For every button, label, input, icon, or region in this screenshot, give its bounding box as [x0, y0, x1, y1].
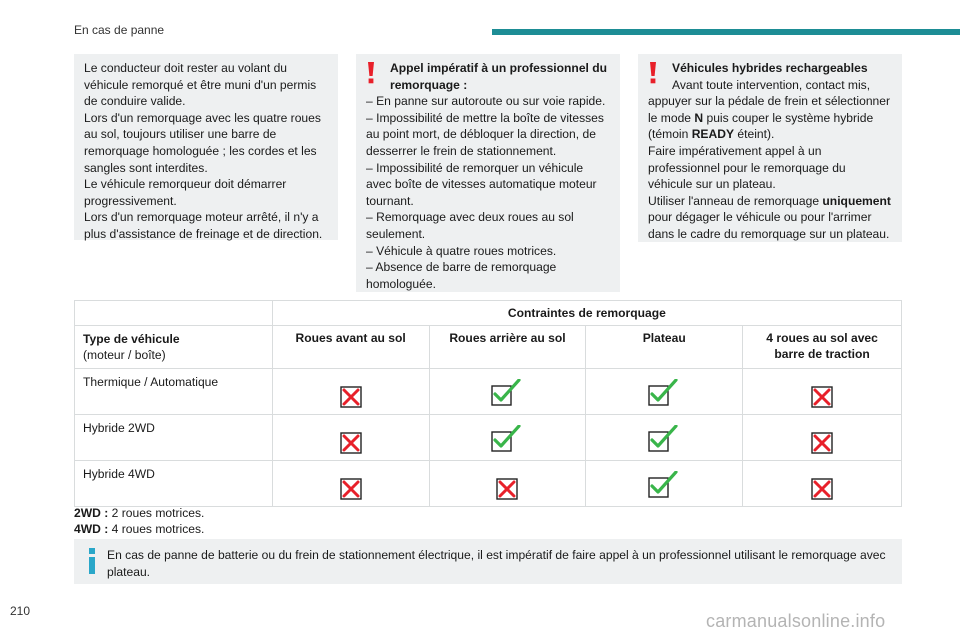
mode-n: N [694, 110, 704, 125]
warning-exclamation-icon [648, 62, 658, 84]
status-cell [586, 415, 743, 461]
box3-paragraph [648, 193, 892, 243]
row-label: Hybride 2WD [75, 415, 273, 461]
cross-icon [811, 386, 833, 408]
status-cell [429, 415, 586, 461]
definition-text: 2 roues motrices. [108, 506, 205, 520]
status-cell [429, 369, 586, 415]
box1-paragraph: Le véhicule remorqueur doit démarrer progressivement. [84, 177, 287, 208]
box2-item: – Véhicule à quatre roues motrices. [366, 243, 557, 258]
info-text: En cas de panne de batterie ou du frein de stationnement électrique, il est impératif de faire appel à un professionnel utilisant le remorquage avec plateau. [107, 548, 886, 579]
table-group-header-row [75, 301, 902, 326]
check-icon [648, 425, 680, 453]
box3-text: pour dégager le véhicule ou pour l'arrimer dans le cadre du remorquage sur un plateau. [648, 210, 890, 241]
towing-constraints-table [74, 300, 902, 507]
box1-paragraph: Le conducteur doit rester au volant du véhicule remorqué et être muni d'un permis de conduire valide. [84, 61, 317, 109]
section-title: En cas de panne [74, 23, 165, 37]
vehicle-type-subtitle: (moteur / boîte) [83, 348, 166, 362]
cross-icon [496, 478, 518, 500]
column-header: Roues arrière au sol [429, 326, 586, 369]
vehicle-type-header [75, 326, 273, 369]
check-icon [491, 379, 523, 407]
row-label: Thermique / Automatique [75, 369, 273, 415]
table-row [75, 461, 902, 507]
cross-icon [340, 432, 362, 454]
box2-item: – Remorquage avec deux roues au sol seulement. [366, 210, 574, 241]
check-icon [491, 425, 523, 453]
table-column-header-row [75, 326, 902, 369]
box2-item: – Impossibilité de remorquer un véhicule avec boîte de vitesses automatique moteur tournant. [366, 160, 597, 208]
box1-paragraph: Lors d'un remorquage avec les quatre roues au sol, toujours utiliser une barre de remorquage homologuée ; les cordes et les sangles sont interdites. [84, 110, 321, 175]
box3-text: puis couper le système hybride (témoin [648, 110, 874, 142]
hybrid-vehicles-warning-box [638, 54, 902, 242]
vehicle-type-title: Type de véhicule [83, 332, 180, 346]
status-cell [743, 415, 902, 461]
table-corner-cell [75, 301, 273, 326]
header-accent-bar [492, 29, 960, 35]
box2-item: – Impossibilité de mettre la boîte de vitesses au point mort, de débloquer la direction, de desserrer le frein de stationnement. [366, 110, 604, 158]
drive-definitions [74, 505, 204, 537]
check-icon [648, 471, 680, 499]
driver-info-box [74, 54, 338, 240]
cross-icon [811, 478, 833, 500]
check-icon [648, 379, 680, 407]
definition-term: 2WD : [74, 506, 109, 520]
box2-item: – Absence de barre de remorquage homologuée. [366, 260, 557, 291]
status-cell [586, 461, 743, 507]
definition-line [74, 521, 204, 537]
professional-towing-warning-box [356, 54, 620, 292]
box3-paragraph [648, 77, 892, 143]
status-cell [272, 461, 429, 507]
table-row [75, 369, 902, 415]
cross-icon [811, 432, 833, 454]
warning-exclamation-icon [366, 62, 376, 84]
column-header: Plateau [586, 326, 743, 369]
status-cell [586, 369, 743, 415]
definition-line [74, 505, 204, 521]
box2-title: Appel impératif à un professionnel du remorquage : [390, 61, 608, 92]
box3-text: Utiliser l'anneau de remorquage [648, 193, 823, 208]
page-number: 210 [10, 604, 31, 618]
status-cell [272, 415, 429, 461]
table-group-header: Contraintes de remorquage [272, 301, 901, 326]
box3-emphasis: uniquement [822, 193, 891, 208]
box3-text: éteint). [734, 127, 775, 142]
ready-indicator: READY [691, 127, 735, 142]
info-box [74, 539, 902, 584]
watermark: carmanualsonline.info [706, 611, 886, 631]
status-cell [743, 369, 902, 415]
box3-title: Véhicules hybrides rechargeables [672, 61, 868, 75]
cross-icon [340, 478, 362, 500]
column-header: Roues avant au sol [272, 326, 429, 369]
definition-term: 4WD : [74, 522, 109, 536]
box1-paragraph: Lors d'un remorquage moteur arrêté, il n'y a plus d'assistance de freinage et de direction. [84, 210, 323, 241]
box3-text: Avant toute intervention, contact mis, appuyer sur la pédale de frein et sélectionner le mode [648, 77, 891, 125]
box2-item: – En panne sur autoroute ou sur voie rapide. [366, 94, 606, 109]
definition-text: 4 roues motrices. [108, 522, 205, 536]
box3-paragraph: Faire impérativement appel à un professionnel pour le remorquage du véhicule sur un plateau. [648, 143, 846, 192]
info-icon [87, 548, 97, 574]
status-cell [429, 461, 586, 507]
column-header: 4 roues au sol avec barre de traction [743, 326, 902, 369]
cross-icon [340, 386, 362, 408]
status-cell [272, 369, 429, 415]
table-row [75, 415, 902, 461]
status-cell [743, 461, 902, 507]
row-label: Hybride 4WD [75, 461, 273, 507]
